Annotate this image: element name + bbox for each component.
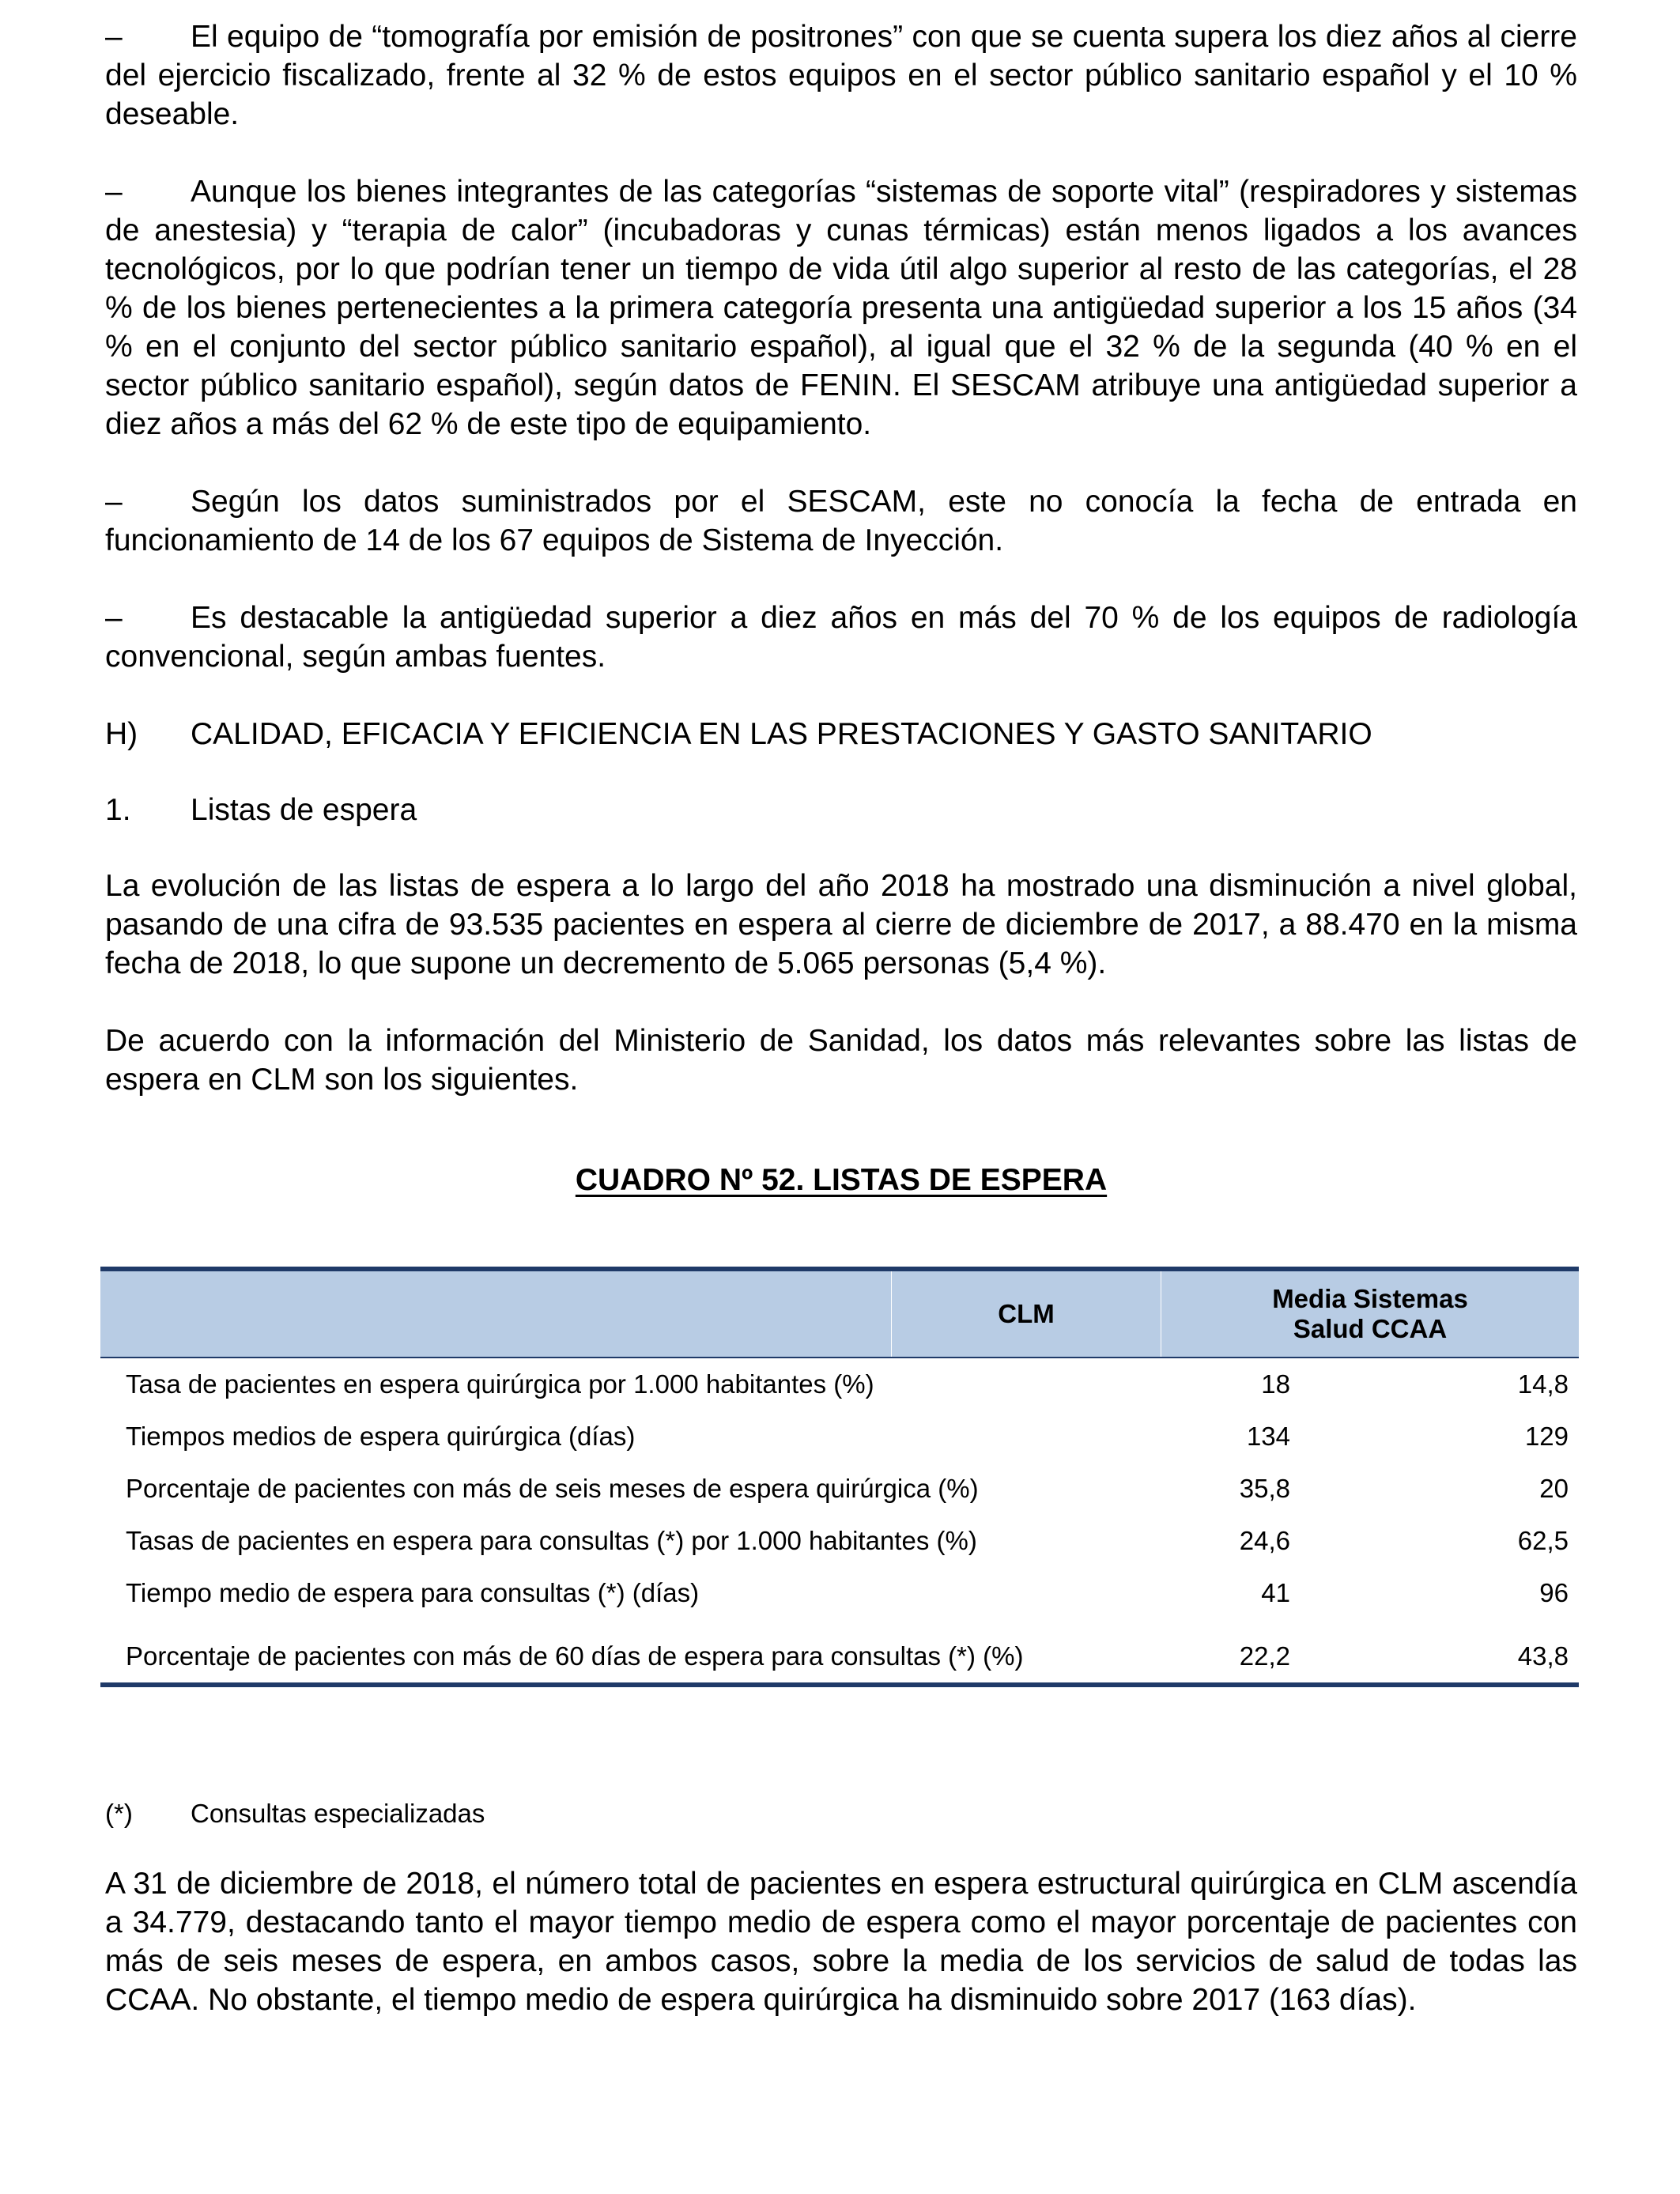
section-heading [105, 715, 1577, 753]
table-row [100, 1369, 1579, 1399]
dash-bullet: – [105, 601, 123, 635]
table-footnote [105, 1799, 485, 1829]
section-heading-text: CALIDAD, EFICACIA Y EFICIENCIA EN LAS PRESTACIONES Y GASTO SANITARIO [191, 717, 1372, 751]
closing-section [105, 1864, 1577, 2019]
row-value-clm: 35,8 [1239, 1474, 1290, 1503]
row-value-media: 43,8 [1517, 1641, 1569, 1671]
bullet-text: Según los datos suministrados por el SESCAM, este no conocía la fecha de entrada en funcionamiento de 14 de los 67 equipos de Sistema de Inyección. [105, 485, 1577, 557]
section-heading-number: H) [105, 717, 138, 751]
row-label: Tasas de pacientes en espera para consultas (*) por 1.000 habitantes (%) [126, 1526, 977, 1555]
row-label: Tiempos medios de espera quirúrgica (días) [126, 1422, 636, 1451]
row-value-media: 96 [1539, 1578, 1569, 1607]
row-label: Porcentaje de pacientes con más de seis meses de espera quirúrgica (%) [126, 1474, 979, 1503]
table-row [100, 1422, 1579, 1452]
row-value-media: 14,8 [1517, 1369, 1569, 1399]
table-header-clm: CLM [998, 1299, 1055, 1328]
row-value-media: 129 [1524, 1422, 1569, 1451]
closing-paragraph: A 31 de diciembre de 2018, el número total de pacientes en espera estructural quirúrgica en CLM ascendía a 34.779, destacando tanto el mayor tiempo medio de espera como el mayor porcentaje de pacientes con más de seis meses de espera, en ambos casos, sobre la media de los servicios de salud de todas las CCAA. No obstante, el tiempo medio de espera quirúrgica ha disminuido sobre 2017 (163 días). [105, 1867, 1577, 2017]
row-label: Porcentaje de pacientes con más de 60 días de espera para consultas (*) (%) [126, 1641, 1024, 1671]
table-header-row [100, 1271, 1579, 1357]
waiting-list-table [100, 1267, 1579, 1687]
bullet-text: Aunque los bienes integrantes de las categorías “sistemas de soporte vital” (respiradores y sistemas de anestesia) y “terapia de calor” (incubadoras y cunas térmicas) están menos ligados a los avances tecnológicos, por lo que podrían tener un tiempo de vida útil algo superior al resto de las categorías, el 28 % de los bienes pertenecientes a la primera categoría presenta una antigüedad superior a los 15 años (34 % en el conjunto del sector público sanitario español), al igual que el 32 % de la segunda (40 % en el sector público sanitario español), según datos de FENIN. El SESCAM atribuye una antigüedad superior a diez años a más del 62 % de este tipo de equipamiento. [105, 175, 1577, 441]
document-body [105, 17, 1577, 1199]
dash-bullet: – [105, 20, 123, 54]
row-label: Tiempo medio de espera para consultas (*) (días) [126, 1578, 700, 1607]
subsection-heading [105, 791, 1577, 829]
subsection-heading-text: Listas de espera [191, 793, 417, 827]
row-value-clm: 24,6 [1239, 1526, 1290, 1555]
row-label: Tasa de pacientes en espera quirúrgica por 1.000 habitantes (%) [126, 1369, 874, 1399]
bullet-text: Es destacable la antigüedad superior a diez años en más del 70 % de los equipos de radiología convencional, según ambas fuentes. [105, 601, 1577, 674]
row-value-media: 62,5 [1517, 1526, 1569, 1555]
table-row [100, 1526, 1579, 1556]
intro-paragraph: La evolución de las listas de espera a lo largo del año 2018 ha mostrado una disminución a nivel global, pasando de una cifra de 93.535 pacientes en espera al cierre de diciembre de 2017, a 88.470 en la misma fecha de 2018, lo que supone un decremento de 5.065 personas (5,4 %). [105, 869, 1577, 980]
footnote-text: Consultas especializadas [191, 1799, 485, 1828]
table-row [100, 1474, 1579, 1504]
intro-paragraph: De acuerdo con la información del Ministerio de Sanidad, los datos más relevantes sobre las listas de espera en CLM son los siguientes. [105, 1024, 1577, 1097]
table-row [100, 1578, 1579, 1608]
dash-bullet: – [105, 175, 123, 209]
row-value-clm: 134 [1246, 1422, 1290, 1451]
table-row [100, 1641, 1579, 1671]
bullet-paragraph [105, 17, 1577, 134]
row-value-media: 20 [1539, 1474, 1569, 1503]
row-value-clm: 41 [1261, 1578, 1290, 1607]
footnote-mark: (*) [105, 1799, 133, 1828]
bullet-text: El equipo de “tomografía por emisión de positrones” con que se cuenta supera los diez años al cierre del ejercicio fiscalizado, frente al 32 % de estos equipos en el sector público sanitario español y el 10 % deseable. [105, 20, 1577, 131]
row-value-clm: 22,2 [1239, 1641, 1290, 1671]
dash-bullet: – [105, 485, 123, 519]
subsection-heading-number: 1. [105, 793, 131, 827]
bullet-paragraph [105, 599, 1577, 676]
bullet-paragraph [105, 482, 1577, 560]
row-value-clm: 18 [1261, 1369, 1290, 1399]
table-title: CUADRO Nº 52. LISTAS DE ESPERA [575, 1163, 1108, 1197]
table-header-media: Media Sistemas Salud CCAA [1272, 1284, 1468, 1343]
bullet-paragraph [105, 172, 1577, 444]
table-bottom-border [100, 1682, 1579, 1687]
